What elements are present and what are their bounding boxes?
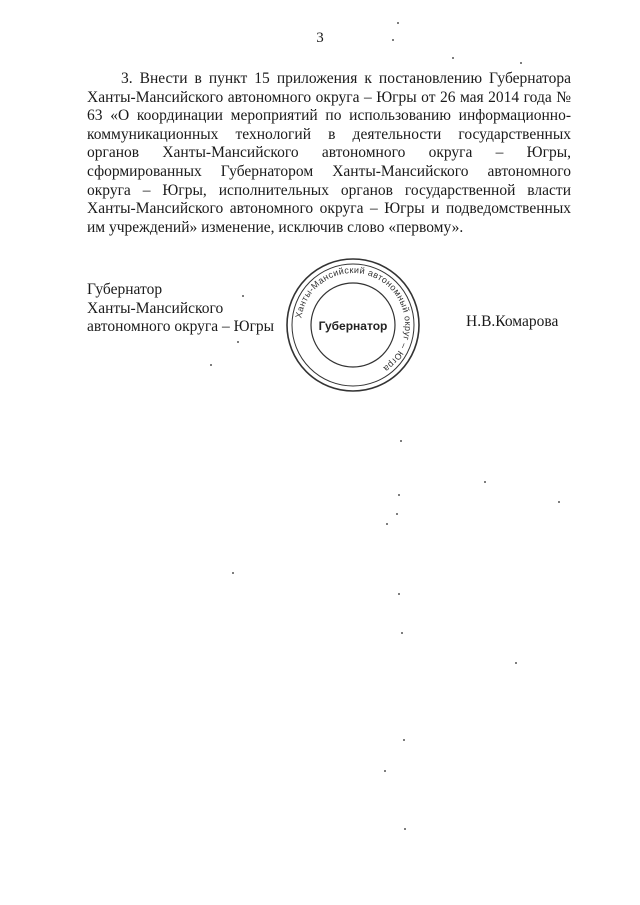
scan-speck bbox=[397, 22, 399, 24]
signature-title-line: автономного округа – Югры bbox=[87, 318, 275, 336]
seal-ring-text: Ханты-Мансийский автономный округ – Югра bbox=[293, 264, 414, 375]
scan-speck bbox=[404, 828, 406, 830]
scan-speck bbox=[452, 57, 454, 59]
official-seal bbox=[283, 255, 423, 395]
scan-speck bbox=[210, 364, 212, 366]
seal-center-text: Губернатор bbox=[318, 319, 388, 333]
signature-title-line: Ханты-Мансийского bbox=[87, 299, 224, 317]
scan-speck bbox=[401, 632, 403, 634]
scan-speck bbox=[384, 770, 386, 772]
scan-speck bbox=[515, 662, 517, 664]
signer-name: Н.В.Комарова bbox=[466, 313, 559, 330]
scan-speck bbox=[398, 593, 400, 595]
signature-title-line: Губернатор bbox=[87, 281, 163, 298]
scan-speck bbox=[386, 523, 388, 525]
scan-speck bbox=[232, 572, 234, 574]
scan-speck bbox=[403, 739, 405, 741]
scan-speck bbox=[242, 295, 244, 297]
page-number: 3 bbox=[316, 30, 324, 46]
scan-speck bbox=[392, 39, 394, 41]
scan-speck bbox=[396, 513, 398, 515]
scan-speck bbox=[484, 481, 486, 483]
scan-speck bbox=[520, 62, 522, 64]
scan-speck bbox=[398, 494, 400, 496]
scan-speck bbox=[558, 501, 560, 503]
scan-speck bbox=[400, 440, 402, 442]
body-paragraph: 3. Внести в пункт 15 приложения к постановлению Губернатора Ханты-Мансийского автономного округа – Югры от 26 мая 2014 года № 63 «О координации мероприятий по использованию информационно-коммуникационных технологий в деятельности государственных органов Ханты-Мансийского автономного округа – Югры, сформированных Губернатором Ханты-Мансийского автономного округа – Югры, исполнительных органов государственной власти Ханты-Мансийского автономного округа – Югры и подведомственных им учреждений» изменение, исключив слово «первому». bbox=[87, 70, 571, 236]
signature-title bbox=[87, 281, 274, 337]
scan-speck bbox=[237, 341, 239, 343]
